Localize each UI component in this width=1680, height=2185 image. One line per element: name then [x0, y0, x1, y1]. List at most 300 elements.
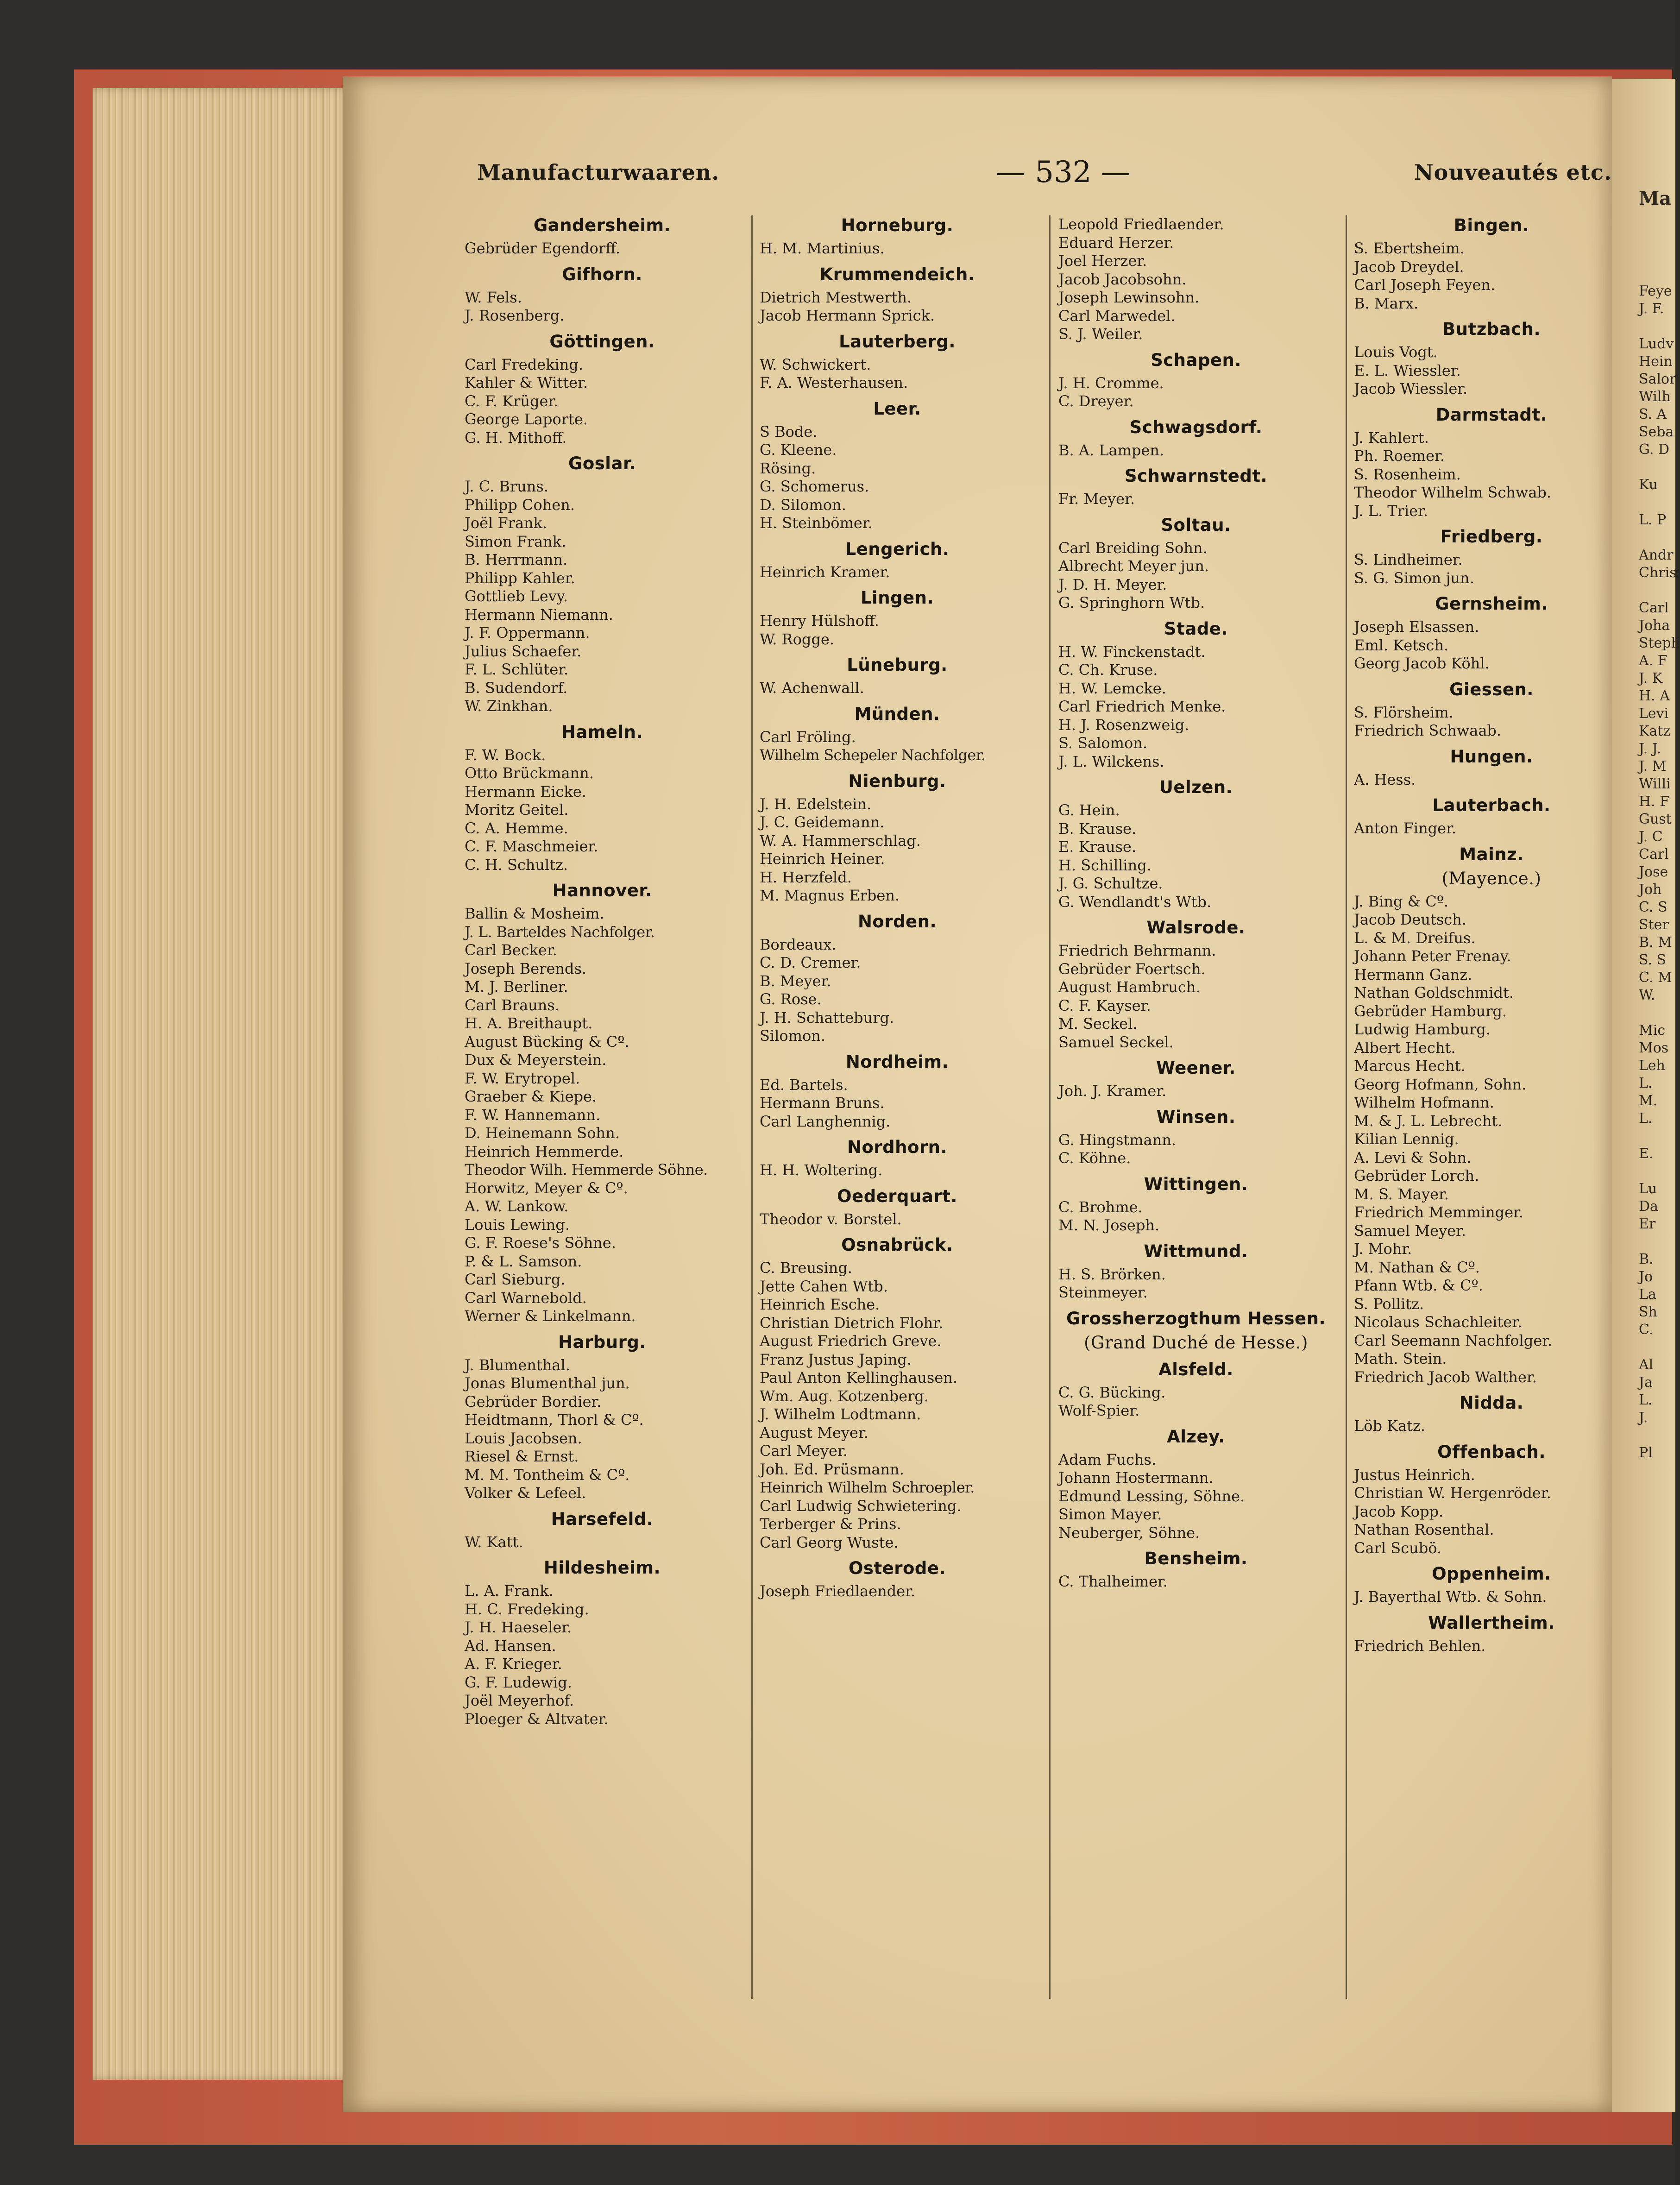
merchant-entry: August Bücking & Cº.: [465, 1033, 629, 1051]
merchant-entry: Heinrich Esche.: [760, 1296, 880, 1313]
merchant-entry: Joseph Lewinsohn.: [1058, 289, 1200, 306]
next-page-line: [1639, 1427, 1680, 1444]
merchant-entry: M. J. Berliner.: [465, 978, 568, 995]
next-page-line: Carl: [1639, 846, 1669, 863]
next-page-line: Gust: [1639, 811, 1672, 827]
next-page-line: C. S: [1639, 899, 1667, 915]
town-subtitle: (Grand Duché de Hesse.): [1084, 1332, 1308, 1353]
next-page-line: [1639, 318, 1680, 335]
header-right-title: Nouveautés etc.: [1414, 160, 1612, 185]
merchant-entry: Marcus Hecht.: [1354, 1057, 1466, 1075]
merchant-entry: Joseph Elsassen.: [1354, 618, 1479, 636]
merchant-entry: Carl Brauns.: [465, 996, 560, 1014]
next-page-line: [1639, 1127, 1680, 1145]
merchant-entry: F. W. Hannemann.: [465, 1106, 601, 1124]
merchant-entry: Carl Marwedel.: [1058, 307, 1176, 325]
town-heading: Osterode.: [848, 1558, 946, 1578]
merchant-entry: J. L. Barteldes Nachfolger.: [465, 923, 655, 941]
next-page-line: B.: [1639, 1251, 1654, 1267]
merchant-entry: J. Kahlert.: [1354, 428, 1429, 447]
next-page-line: Carl: [1639, 600, 1669, 616]
merchant-entry: C. Köhne.: [1058, 1149, 1131, 1167]
merchant-entry: S. G. Simon jun.: [1354, 569, 1474, 587]
merchant-entry: Georg Jacob Köhl.: [1354, 655, 1490, 672]
next-page-line: S. S: [1639, 952, 1667, 968]
next-page-line: Andr: [1639, 547, 1674, 563]
merchant-entry: Nicolaus Schachleiter.: [1354, 1313, 1523, 1331]
town-heading: Lengerich.: [845, 539, 950, 559]
merchant-entry: D. Silomon.: [760, 496, 846, 514]
merchant-entry: Paul Anton Kellinghausen.: [760, 1369, 958, 1386]
next-page-line: Salor: [1639, 371, 1676, 387]
merchant-entry: Pfann Wtb. & Cº.: [1354, 1277, 1483, 1294]
next-page-line: Levi: [1639, 705, 1669, 722]
merchant-entry: S. J. Weiler.: [1058, 325, 1143, 343]
next-page-lines: [1639, 283, 1680, 1462]
merchant-entry: Albert Hecht.: [1354, 1039, 1456, 1057]
town-heading: Schwarnstedt.: [1124, 466, 1268, 486]
merchant-entry: Gebrüder Foertsch.: [1058, 960, 1206, 978]
merchant-entry: Jonas Blumenthal jun.: [465, 1374, 630, 1392]
merchant-entry: Leopold Friedlaender.: [1058, 215, 1224, 233]
merchant-entry: Moritz Geitel.: [465, 801, 569, 819]
town-heading: Gifhorn.: [562, 264, 642, 284]
merchant-entry: Nathan Rosenthal.: [1354, 1521, 1494, 1538]
merchant-entry: Carl Meyer.: [760, 1442, 848, 1460]
merchant-entry: L. & M. Dreifus.: [1354, 929, 1476, 947]
town-heading: Hameln.: [561, 722, 643, 742]
next-page-line: L.: [1639, 1392, 1653, 1408]
merchant-entry: W. Zinkhan.: [465, 697, 553, 715]
next-page-line: L.: [1639, 1110, 1653, 1127]
merchant-entry: J. H. Haeseler.: [465, 1618, 572, 1636]
merchant-entry: W. A. Hammerschlag.: [760, 831, 921, 850]
merchant-entry: H. Herzfeld.: [760, 868, 852, 886]
merchant-entry: Georg Hofmann, Sohn.: [1354, 1075, 1527, 1093]
merchant-entry: Dietrich Mestwerth.: [760, 288, 912, 306]
town-heading: Bensheim.: [1144, 1549, 1248, 1568]
merchant-entry: Justus Heinrich.: [1354, 1466, 1475, 1484]
column-divider: [1346, 215, 1347, 1999]
merchant-entry: Carl Fröling.: [760, 728, 856, 746]
next-page-header: Ma: [1639, 188, 1672, 209]
merchant-entry: Friedrich Behlen.: [1354, 1637, 1486, 1655]
next-page-line: [1639, 459, 1680, 476]
town-heading: Alzey.: [1167, 1426, 1225, 1447]
town-heading: Norden.: [857, 911, 937, 932]
merchant-entry: Terberger & Prins.: [760, 1515, 901, 1533]
merchant-entry: Julius Schaefer.: [465, 642, 582, 660]
town-heading: Göttingen.: [549, 331, 655, 352]
next-page-line: E.: [1639, 1146, 1654, 1162]
merchant-entry: E. L. Wiessler.: [1354, 361, 1461, 379]
merchant-entry: Joël Meyerhof.: [465, 1692, 574, 1709]
merchant-entry: S. Salomon.: [1058, 734, 1148, 752]
merchant-entry: Eduard Herzer.: [1058, 233, 1174, 252]
town-heading: Nordheim.: [845, 1052, 949, 1072]
town-heading: Hannover.: [552, 881, 652, 900]
merchant-entry: Heinrich Heiner.: [760, 850, 885, 868]
town-heading: Nienburg.: [848, 771, 946, 791]
merchant-entry: Silomon.: [760, 1027, 826, 1045]
town-heading: Schapen.: [1151, 350, 1241, 370]
merchant-entry: E. Krause.: [1058, 838, 1137, 856]
town-heading: Lüneburg.: [847, 655, 948, 675]
merchant-entry: Eml. Ketsch.: [1354, 636, 1449, 654]
merchant-entry: W. Achenwall.: [760, 679, 864, 697]
merchant-entry: Carl Langhennig.: [760, 1112, 891, 1130]
merchant-entry: Graeber & Kiepe.: [465, 1088, 597, 1105]
town-heading: Goslar.: [568, 453, 636, 473]
merchant-entry: B. Krause.: [1058, 819, 1137, 837]
merchant-entry: Nathan Goldschmidt.: [1354, 984, 1514, 1001]
merchant-entry: Volker & Lefeel.: [465, 1484, 586, 1502]
merchant-entry: Jacob Kopp.: [1354, 1502, 1444, 1520]
merchant-entry: Jette Cahen Wtb.: [760, 1277, 888, 1295]
merchant-entry: C. A. Hemme.: [465, 819, 568, 837]
next-page-line: Pl: [1639, 1445, 1653, 1461]
merchant-entry: Ballin & Mosheim.: [465, 905, 604, 922]
merchant-entry: S. Ebertsheim.: [1354, 239, 1465, 257]
merchant-entry: P. & L. Samson.: [465, 1252, 582, 1270]
town-subtitle: (Mayence.): [1441, 868, 1542, 888]
town-heading: Lauterberg.: [839, 331, 956, 352]
merchant-entry: Löb Katz.: [1354, 1417, 1426, 1435]
merchant-entry: J. Bayerthal Wtb. & Sohn.: [1354, 1588, 1547, 1606]
directory-column-3: [1055, 215, 1337, 1999]
next-page-line: S. A: [1639, 406, 1667, 422]
next-page-line: Da: [1639, 1198, 1658, 1215]
town-heading: Osnabrück.: [841, 1235, 953, 1255]
town-heading: Gandersheim.: [533, 215, 671, 235]
merchant-entry: A. F. Krieger.: [465, 1655, 562, 1673]
merchant-entry: D. Heinemann Sohn.: [465, 1124, 620, 1142]
merchant-entry: Jacob Dreydel.: [1354, 258, 1464, 276]
merchant-entry: C. F. Krüger.: [465, 392, 559, 410]
merchant-entry: J. C. Geidemann.: [760, 813, 885, 831]
town-heading: Nidda.: [1459, 1393, 1524, 1413]
merchant-entry: Gebrüder Hamburg.: [1354, 1002, 1507, 1020]
merchant-entry: Hermann Bruns.: [760, 1094, 885, 1112]
merchant-entry: Gottlieb Levy.: [465, 587, 568, 605]
town-heading: Harsefeld.: [551, 1509, 654, 1529]
merchant-entry: Kahler & Witter.: [465, 374, 588, 391]
merchant-entry: C. Thalheimer.: [1058, 1573, 1168, 1590]
next-page-line: J. K: [1639, 670, 1663, 686]
next-page-line: Willi: [1639, 776, 1671, 792]
next-page-line: La: [1639, 1286, 1656, 1303]
merchant-entry: George Laporte.: [465, 410, 588, 428]
next-page-line: Er: [1639, 1216, 1656, 1232]
merchant-entry: C. F. Maschmeier.: [465, 837, 598, 855]
merchant-entry: Rösing.: [760, 459, 816, 477]
merchant-entry: Carl Warnebold.: [465, 1289, 587, 1307]
merchant-entry: B. Marx.: [1354, 294, 1419, 312]
next-page-line: M.: [1639, 1093, 1658, 1109]
merchant-entry: W. Rogge.: [760, 630, 835, 648]
merchant-entry: Math. Stein.: [1354, 1350, 1447, 1367]
town-heading: Alsfeld.: [1158, 1359, 1233, 1379]
town-heading: Krummendeich.: [819, 264, 975, 284]
merchant-entry: Horwitz, Meyer & Cº.: [465, 1179, 628, 1197]
merchant-entry: Heinrich Hemmerde.: [465, 1142, 624, 1160]
merchant-entry: M. & J. L. Lebrecht.: [1354, 1112, 1503, 1130]
merchant-entry: C. D. Cremer.: [760, 954, 861, 971]
next-page-line: Lu: [1639, 1181, 1657, 1197]
town-heading: Oederquart.: [837, 1186, 957, 1206]
town-heading: Offenbach.: [1437, 1442, 1546, 1462]
merchant-entry: Carl Seemann Nachfolger.: [1354, 1331, 1553, 1349]
next-page-line: Hein: [1639, 353, 1673, 370]
merchant-entry: S. Rosenheim.: [1354, 465, 1461, 483]
town-heading: Wallertheim.: [1428, 1612, 1555, 1633]
merchant-entry: Joh. J. Kramer.: [1058, 1082, 1167, 1100]
merchant-entry: Johann Hostermann.: [1058, 1469, 1214, 1486]
merchant-entry: M. Seckel.: [1058, 1015, 1138, 1033]
next-page-line: J. J.: [1639, 741, 1661, 757]
next-page-line: Seba: [1639, 424, 1674, 440]
merchant-entry: Ludwig Hamburg.: [1354, 1020, 1491, 1038]
merchant-entry: Carl Scubö.: [1354, 1539, 1442, 1557]
merchant-entry: G. Schomerus.: [760, 478, 869, 495]
next-page-line: Sh: [1639, 1304, 1657, 1320]
merchant-entry: B. A. Lampen.: [1058, 441, 1164, 459]
next-page-line: [1639, 494, 1680, 511]
merchant-entry: M. M. Tontheim & Cº.: [465, 1466, 630, 1484]
town-heading: Walsrode.: [1146, 918, 1246, 938]
town-heading: Darmstadt.: [1435, 404, 1548, 425]
town-heading: Soltau.: [1161, 515, 1231, 535]
next-page-line: J.: [1639, 1410, 1648, 1426]
next-page-line: A. F: [1639, 653, 1667, 669]
next-page-line: G. D: [1639, 441, 1670, 458]
page-header: [477, 155, 1612, 197]
merchant-entry: Jacob Deutsch.: [1354, 911, 1466, 928]
merchant-entry: M. N. Joseph.: [1058, 1216, 1160, 1234]
merchant-entry: M. S. Mayer.: [1354, 1185, 1449, 1203]
merchant-entry: Carl Ludwig Schwietering.: [760, 1497, 962, 1515]
merchant-entry: Carl Sieburg.: [465, 1271, 566, 1288]
merchant-entry: J. Wilhelm Lodtmann.: [760, 1405, 921, 1423]
merchant-entry: H. S. Brörken.: [1058, 1265, 1166, 1283]
next-page-line: L.: [1639, 1075, 1653, 1091]
town-heading: Leer.: [873, 398, 921, 419]
next-page-line: J. F.: [1639, 301, 1664, 317]
merchant-entry: G. F. Roese's Söhne.: [465, 1234, 616, 1252]
merchant-entry: Louis Lewing.: [465, 1215, 570, 1234]
next-page-line: [1639, 582, 1680, 599]
merchant-entry: B. Herrmann.: [465, 551, 568, 568]
merchant-entry: Werner & Linkelmann.: [465, 1307, 636, 1325]
merchant-entry: J. F. Oppermann.: [465, 624, 590, 642]
merchant-entry: Kilian Lennig.: [1354, 1130, 1459, 1148]
merchant-entry: S Bode.: [760, 422, 818, 441]
next-page-line: Jo: [1639, 1269, 1653, 1285]
town-heading: Bingen.: [1453, 215, 1529, 235]
next-page-line: [1639, 1163, 1680, 1180]
merchant-entry: Wm. Aug. Kotzenberg.: [760, 1387, 929, 1405]
town-heading: Münden.: [854, 704, 940, 724]
next-page-line: J. C: [1639, 829, 1663, 845]
merchant-entry: C. Dreyer.: [1058, 392, 1134, 410]
column-divider: [1049, 215, 1051, 1999]
next-page-line: Ku: [1639, 477, 1658, 493]
merchant-entry: W. Schwickert.: [760, 355, 871, 373]
merchant-entry: A. W. Lankow.: [465, 1197, 569, 1215]
merchant-entry: C. Brohme.: [1058, 1198, 1143, 1216]
merchant-entry: S. Pollitz.: [1354, 1295, 1424, 1313]
page-stack-edge: [93, 88, 352, 2080]
merchant-entry: Joseph Berends.: [465, 959, 587, 977]
town-heading: Harburg.: [558, 1332, 646, 1352]
merchant-entry: F. W. Erytropel.: [465, 1069, 580, 1087]
town-heading: Stade.: [1164, 618, 1228, 639]
merchant-entry: Riesel & Ernst.: [465, 1448, 579, 1465]
merchant-entry: J. Rosenberg.: [465, 307, 565, 324]
merchant-entry: Theodor v. Borstel.: [760, 1210, 902, 1228]
merchant-entry: August Hambruch.: [1058, 978, 1201, 996]
merchant-entry: Joh. Ed. Prüsmann.: [760, 1460, 904, 1478]
merchant-entry: Otto Brückmann.: [465, 764, 594, 782]
merchant-entry: G. Rose.: [760, 990, 822, 1008]
merchant-entry: Louis Vogt.: [1354, 343, 1438, 361]
merchant-entry: S. Flörsheim.: [1354, 703, 1453, 721]
town-heading: Lingen.: [860, 588, 934, 608]
merchant-entry: Samuel Meyer.: [1354, 1222, 1466, 1240]
merchant-entry: Heinrich Wilhelm Schroepler.: [760, 1479, 975, 1496]
page-number: — 532 —: [996, 155, 1131, 189]
next-page-line: Katz: [1639, 723, 1671, 739]
merchant-entry: Friedrich Behrmann.: [1058, 942, 1216, 959]
next-page-line: Ludv: [1639, 336, 1674, 352]
merchant-entry: Adam Fuchs.: [1058, 1450, 1157, 1468]
merchant-entry: Gebrüder Lorch.: [1354, 1167, 1479, 1184]
merchant-entry: Philipp Kahler.: [465, 569, 575, 587]
town-heading: Hungen.: [1450, 746, 1533, 767]
merchant-entry: Henry Hülshoff.: [760, 612, 879, 630]
merchant-entry: Carl Breiding Sohn.: [1058, 539, 1208, 557]
next-page-line: J. M: [1639, 758, 1667, 775]
merchant-entry: J. H. Cromme.: [1058, 374, 1164, 392]
next-page-line: C. M: [1639, 970, 1672, 986]
merchant-entry: Wilhelm Schepeler Nachfolger.: [760, 746, 986, 764]
merchant-entry: J. Bing & Cº.: [1354, 892, 1449, 910]
merchant-entry: G. Hein.: [1058, 801, 1120, 819]
next-page-line: [1639, 1339, 1680, 1356]
next-page-line: Mic: [1639, 1022, 1666, 1039]
town-heading: Gernsheim.: [1435, 594, 1548, 614]
town-heading: Giessen.: [1449, 679, 1534, 699]
next-page-line: Leh: [1639, 1058, 1665, 1074]
next-page-line: C.: [1639, 1322, 1654, 1338]
next-page-line: Joha: [1639, 617, 1670, 634]
merchant-entry: Carl Fredeking.: [465, 355, 584, 373]
merchant-entry: Albrecht Meyer jun.: [1058, 557, 1209, 575]
town-heading: Horneburg.: [841, 215, 954, 235]
merchant-entry: H. M. Martinius.: [760, 239, 885, 257]
merchant-entry: Carl Friedrich Menke.: [1058, 698, 1226, 715]
merchant-entry: H. Steinbömer.: [760, 514, 873, 532]
merchant-entry: J. D. H. Meyer.: [1058, 575, 1167, 593]
merchant-entry: H. A. Breithaupt.: [465, 1014, 593, 1032]
merchant-entry: Joël Frank.: [465, 514, 547, 532]
merchant-entry: B. Meyer.: [760, 972, 831, 990]
merchant-entry: Hermann Eicke.: [465, 782, 586, 800]
town-heading: Lauterbach.: [1432, 795, 1551, 815]
town-heading: Butzbach.: [1442, 319, 1541, 339]
next-page-line: Steph: [1639, 635, 1680, 651]
merchant-entry: Joel Herzer.: [1058, 252, 1147, 270]
town-heading: Schwagsdorf.: [1129, 417, 1263, 437]
merchant-entry: G. Springhorn Wtb.: [1058, 594, 1205, 611]
merchant-entry: H. C. Fredeking.: [465, 1600, 589, 1618]
merchant-entry: S. Lindheimer.: [1354, 551, 1463, 568]
town-heading: Wittmund.: [1144, 1241, 1248, 1261]
merchant-entry: Gebrüder Egendorff.: [465, 239, 620, 257]
merchant-entry: L. A. Frank.: [465, 1582, 554, 1599]
merchant-entry: Edmund Lessing, Söhne.: [1058, 1487, 1245, 1505]
merchant-entry: C. F. Kayser.: [1058, 996, 1151, 1014]
merchant-entry: J. Mohr.: [1354, 1240, 1412, 1258]
merchant-entry: J. C. Bruns.: [465, 478, 548, 495]
town-heading: Uelzen.: [1159, 777, 1233, 797]
next-page-line: [1639, 1004, 1680, 1022]
next-page-line: W.: [1639, 987, 1655, 1003]
merchant-entry: Wilhelm Hofmann.: [1354, 1094, 1494, 1111]
town-heading: Oppenheim.: [1432, 1564, 1551, 1584]
merchant-entry: Ed. Bartels.: [760, 1076, 848, 1094]
merchant-entry: Heinrich Kramer.: [760, 563, 890, 581]
next-page-line: Mos: [1639, 1040, 1669, 1056]
merchant-entry: Carl Joseph Feyen.: [1354, 276, 1496, 294]
next-page-line: Feye: [1639, 283, 1672, 299]
next-page-fragment: [1612, 79, 1680, 2112]
merchant-entry: Simon Mayer.: [1058, 1505, 1162, 1523]
merchant-entry: Fr. Meyer.: [1058, 490, 1135, 508]
merchant-entry: Bordeaux.: [760, 935, 837, 953]
merchant-entry: Jacob Hermann Sprick.: [760, 307, 935, 324]
merchant-entry: H. J. Rosenzweig.: [1058, 716, 1189, 734]
column-divider: [751, 215, 753, 1999]
merchant-entry: A. Hess.: [1354, 770, 1416, 788]
merchant-entry: Ploeger & Altvater.: [465, 1710, 609, 1728]
merchant-entry: Jacob Jacobsohn.: [1058, 270, 1187, 288]
merchant-entry: B. Sudendorf.: [465, 679, 568, 697]
next-page-line: L. P: [1639, 512, 1667, 528]
merchant-entry: C. H. Schultz.: [465, 856, 568, 874]
merchant-entry: Hermann Niemann.: [465, 605, 613, 623]
town-heading: Friedberg.: [1440, 527, 1543, 547]
merchant-entry: Franz Justus Japing.: [760, 1350, 912, 1368]
directory-column-1: [461, 215, 743, 1999]
next-page-line: Ster: [1639, 917, 1669, 933]
town-heading: Hildesheim.: [543, 1558, 661, 1578]
next-page-line: [1639, 1233, 1680, 1251]
merchant-entry: J. L. Trier.: [1354, 502, 1428, 520]
merchant-entry: G. Hingstmann.: [1058, 1131, 1177, 1149]
next-page-line: H. A: [1639, 688, 1670, 704]
merchant-entry: Friedrich Memminger.: [1354, 1203, 1523, 1221]
next-page-line: Joh: [1639, 882, 1662, 898]
merchant-entry: Christian Dietrich Flohr.: [760, 1314, 944, 1332]
next-page-line: Ja: [1639, 1374, 1653, 1391]
next-page-line: [1639, 529, 1680, 547]
town-heading: Grossherzogthum Hessen.: [1066, 1308, 1326, 1329]
merchant-entry: M. Magnus Erben.: [760, 887, 900, 904]
merchant-entry: Ph. Roemer.: [1354, 447, 1445, 465]
merchant-entry: Christian W. Hergenröder.: [1354, 1484, 1551, 1502]
merchant-entry: Friedrich Jacob Walther.: [1354, 1368, 1537, 1386]
